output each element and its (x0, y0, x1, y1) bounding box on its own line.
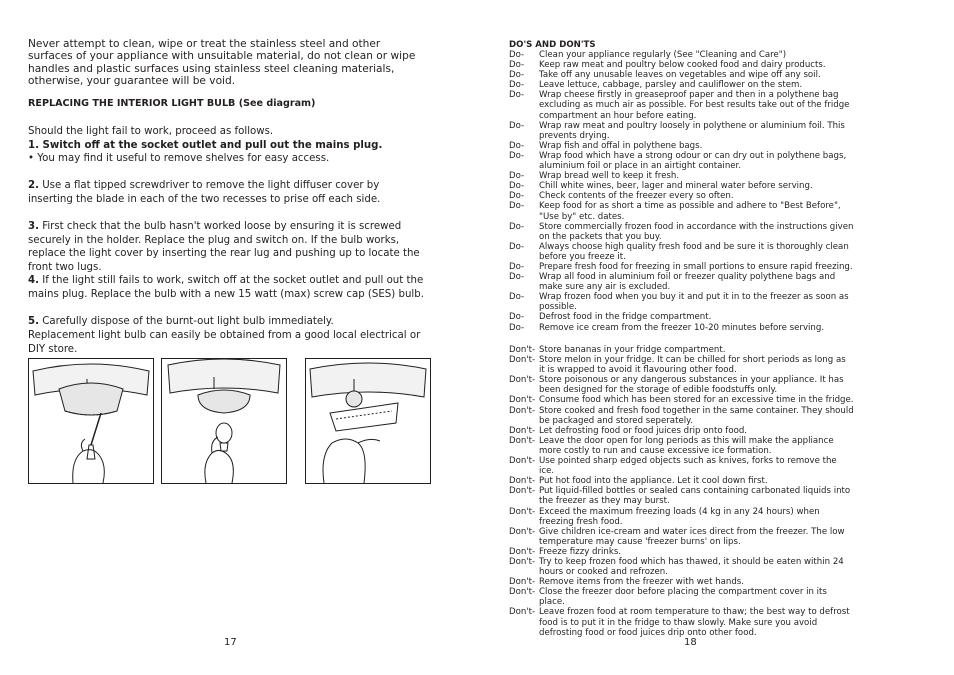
item-prefix: Don't- (509, 607, 536, 618)
do-item (509, 191, 854, 201)
dont-item (509, 527, 854, 547)
item-text: Check contents of the freezer every so often. (539, 191, 734, 202)
dont-item (509, 426, 854, 436)
item-text: Put hot food into the appliance. Let it cool down first. (539, 476, 768, 487)
item-prefix: Do- (509, 140, 525, 151)
item-prefix: Do- (509, 150, 525, 161)
item-prefix: Don't- (509, 375, 536, 386)
dos-and-donts-heading: DO'S AND DON'TS (509, 40, 596, 50)
dont-item (509, 587, 854, 607)
item-prefix: Do- (509, 312, 525, 323)
do-item (509, 292, 854, 312)
cleaning-warning: Never attempt to clean, wipe or treat the stainless steel and other surfaces of your appliance with unsuitable material, do not clean or wipe handles and plastic surfaces using stainless steel cleaning materials, otherwise, your guarantee will be void. (28, 38, 416, 88)
step-5 (28, 315, 426, 329)
item-text: Store bananas in your fridge compartment. (539, 345, 726, 355)
item-prefix: Don't- (509, 587, 536, 598)
item-prefix: Don't- (509, 405, 536, 416)
dont-item (509, 486, 854, 506)
step-1: 1. Switch off at the socket outlet and pull out the mains plug. (28, 140, 383, 151)
item-text: Exceed the maximum freezing loads (4 kg in any 24 hours) when freezing fresh food. (539, 506, 820, 527)
page-number: 17 (224, 637, 237, 648)
do-item (509, 171, 854, 181)
item-prefix: Don't- (509, 546, 536, 557)
dont-item (509, 406, 854, 426)
item-prefix: Do- (509, 272, 525, 283)
item-prefix: Do- (509, 80, 525, 91)
do-item (509, 312, 854, 322)
item-prefix: Do- (509, 171, 525, 182)
dont-item (509, 557, 854, 577)
item-text: Store commercially frozen food in accordance with the instructions given on the packets that you buy. (539, 221, 854, 242)
dont-item (509, 395, 854, 405)
item-text: Chill white wines, beer, lager and mineral water before serving. (539, 181, 813, 192)
do-item (509, 151, 854, 171)
item-text: Try to keep frozen food which has thawed, it should be eaten within 24 hours or cooked and refrozen. (539, 556, 844, 578)
item-prefix: Do- (509, 201, 525, 212)
tip-bullet: • You may find it useful to remove shelves for easy access. (28, 153, 330, 164)
item-text: Prepare fresh food for freezing in small portions to ensure rapid freezing. (539, 261, 853, 272)
dont-item (509, 607, 854, 637)
item-text: Keep raw meat and poultry below cooked food and dairy products. (539, 60, 826, 71)
dont-item (509, 345, 854, 355)
step-number: 5. (28, 316, 39, 327)
item-prefix: Do- (509, 120, 525, 131)
diagram-screwdriver-remove-cover (28, 358, 154, 484)
step-2 (28, 179, 426, 206)
dont-item (509, 507, 854, 527)
dont-item (509, 547, 854, 557)
item-prefix: Don't- (509, 486, 536, 497)
item-prefix: Do- (509, 221, 525, 232)
dont-item (509, 577, 854, 587)
item-prefix: Don't- (509, 506, 536, 517)
do-item (509, 323, 854, 333)
item-text: Let defrosting food or food juices drip onto food. (539, 425, 748, 436)
item-prefix: Don't- (509, 456, 536, 467)
item-prefix: Do- (509, 60, 525, 71)
item-prefix: Do- (509, 50, 525, 60)
item-text: Wrap food which have a strong odour or can dry out in polythene bags, aluminium foil or place in an airtight container. (539, 150, 847, 172)
item-prefix: Don't- (509, 355, 536, 366)
item-text: Put liquid-filled bottles or sealed cans containing carbonated liquids into the freezer as they may burst. (539, 486, 851, 507)
item-text: Defrost food in the fridge compartment. (539, 312, 712, 323)
do-item (509, 222, 854, 242)
item-text: Wrap all food in aluminium foil or freezer quality polythene bags and make sure any air is excluded. (539, 272, 836, 293)
step-text: Use a flat tipped screwdriver to remove the light diffuser cover by inserting the blade in each of the two recesses to prise off each side. (28, 180, 381, 205)
right-page (477, 0, 954, 675)
page-number: 18 (684, 637, 697, 648)
item-text: Wrap frozen food when you buy it and put it in to the freezer as soon as possible. (539, 292, 849, 313)
dos-list (509, 50, 854, 333)
item-prefix: Do- (509, 70, 525, 81)
item-prefix: Don't- (509, 395, 536, 406)
do-item (509, 70, 854, 80)
item-text: Take off any unusable leaves on vegetables and wipe off any soil. (539, 70, 821, 81)
do-item (509, 50, 854, 60)
item-text: Leave frozen food at room temperature to thaw; the best way to defrost food is to put it in the fridge to thaw slowly. Make sure you avoid defrosting food or food juices drip onto other food. (539, 607, 850, 638)
item-prefix: Do- (509, 90, 525, 101)
item-text: Freeze fizzy drinks. (539, 546, 622, 557)
do-item (509, 201, 854, 221)
step-4 (28, 274, 426, 301)
do-item (509, 272, 854, 292)
item-text: Leave lettuce, cabbage, parsley and cauliflower on the stem. (539, 80, 803, 91)
do-item (509, 141, 854, 151)
intro-text: Should the light fail to work, proceed as follows. (28, 126, 274, 137)
step-text: First check that the bulb hasn't worked loose by ensuring it is screwed securely in the holder. Replace the plug and switch on. If the bulb works, replace the light cover by inserting the rear lug and pushing up to locate the front two lugs. (28, 221, 420, 273)
item-text: Clean your appliance regularly (See "Cleaning and Care") (539, 50, 787, 60)
diagram-refit-cover (305, 358, 431, 484)
do-item (509, 262, 854, 272)
item-text: Consume food which has been stored for an excessive time in the fridge. (539, 395, 854, 406)
item-prefix: Do- (509, 181, 525, 192)
section-heading: REPLACING THE INTERIOR LIGHT BULB (See diagram) (28, 98, 316, 109)
item-prefix: Don't- (509, 435, 536, 446)
replacement-note: Replacement light bulb can easily be obtained from a good local electrical or DIY store. (28, 330, 421, 355)
item-text: Remove items from the freezer with wet hands. (539, 577, 745, 588)
item-text: Keep food for as short a time as possible and adhere to "Best Before", "Use by" etc. dates. (539, 201, 841, 222)
do-item (509, 90, 854, 120)
step-3 (28, 220, 426, 274)
item-text: Wrap cheese firstly in greaseproof paper and then in a polythene bag excluding as much air as possible. For best results take out of the fridge compartment an hour before eating. (539, 90, 850, 121)
dont-item (509, 476, 854, 486)
dont-item (509, 375, 854, 395)
item-prefix: Don't- (509, 345, 536, 355)
item-text: Store melon in your fridge. It can be chilled for short periods as long as it is wrapped to avoid it flavouring other food. (539, 355, 846, 376)
item-text: Give children ice-cream and water ices direct from the freezer. The low temperature may cause 'freezer burns' on lips. (539, 526, 845, 547)
do-item (509, 242, 854, 262)
step-text: Carefully dispose of the burnt-out light bulb immediately. (38, 316, 334, 327)
do-item (509, 121, 854, 141)
item-prefix: Do- (509, 191, 525, 202)
do-item (509, 60, 854, 70)
step-number: 4. (28, 275, 39, 286)
dont-item (509, 355, 854, 375)
item-text: Leave the door open for long periods as this will make the appliance more costly to run and cause excessive ice formation. (539, 435, 834, 456)
dont-item (509, 436, 854, 456)
item-prefix: Do- (509, 292, 525, 303)
item-text: Always choose high quality fresh food and be sure it is thoroughly clean before you freeze it. (539, 241, 849, 262)
item-prefix: Don't- (509, 476, 536, 487)
step-text: If the light still fails to work, switch off at the socket outlet and pull out the mains plug. Replace the bulb with a new 15 watt (max) screw cap (SES) bulb. (28, 275, 424, 300)
item-prefix: Do- (509, 241, 525, 252)
do-item (509, 80, 854, 90)
item-prefix: Don't- (509, 556, 536, 567)
item-text: Remove ice cream from the freezer 10-20 minutes before serving. (539, 322, 825, 333)
item-prefix: Do- (509, 322, 525, 333)
item-text: Wrap fish and offal in polythene bags. (539, 140, 703, 151)
dont-item (509, 456, 854, 476)
item-prefix: Don't- (509, 577, 536, 588)
item-prefix: Do- (509, 261, 525, 272)
step-number: 2. (28, 180, 39, 191)
donts-list (509, 345, 854, 638)
step-number: 3. (28, 221, 39, 232)
item-text: Wrap bread well to keep it fresh. (539, 171, 680, 182)
item-text: Store poisonous or any dangerous substances in your appliance. It has been designed for the storage of edible foodstuffs only. (539, 375, 844, 396)
item-text: Close the freezer door before placing the compartment cover in its place. (539, 587, 827, 608)
item-text: Wrap raw meat and poultry loosely in polythene or aluminium foil. This prevents drying. (539, 120, 845, 141)
item-prefix: Don't- (509, 526, 536, 537)
item-text: Use pointed sharp edged objects such as knives, forks to remove the ice. (539, 456, 837, 477)
item-text: Store cooked and fresh food together in the same container. They should be packaged and stored seperately. (539, 405, 854, 426)
diagram-check-bulb (161, 358, 287, 484)
do-item (509, 181, 854, 191)
item-prefix: Don't- (509, 425, 536, 436)
